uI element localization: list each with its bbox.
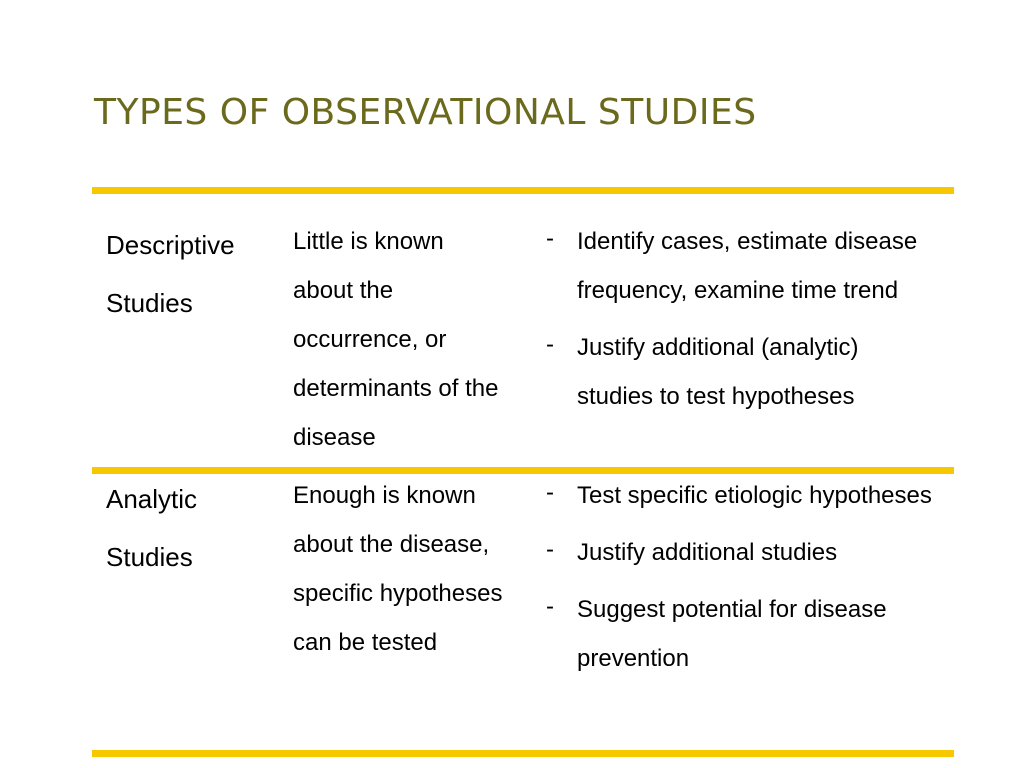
description-line: determinants of the [293,375,499,402]
row-label-descriptive [106,216,235,332]
description-line: Little is known [293,228,444,255]
row-bullets-analytic [546,471,932,683]
row-label-line: Studies [106,288,193,318]
description-line: disease [293,424,376,451]
row-description-analytic [293,471,563,667]
bullet-item [546,323,917,421]
row-label-analytic [106,470,197,586]
row-description-descriptive [293,217,563,462]
row-label-line: Descriptive [106,230,235,260]
description-line: about the [293,277,394,304]
bullet-line: Test specific etiologic hypotheses [577,482,932,509]
bullet-line: studies to test hypotheses [577,383,855,410]
bullet-line: Identify cases, estimate disease [577,228,918,255]
bullet-item [546,528,932,577]
row-label-line: Analytic [106,484,198,514]
bullet-item [546,585,932,683]
dash-marker: - [546,479,554,506]
slide-title: TYPES OF OBSERVATIONAL STUDIES [94,92,757,133]
bullet-item [546,471,932,520]
bullet-line: prevention [577,645,690,672]
bottom-divider [92,750,954,757]
description-line: specific hypotheses [293,580,503,607]
row-label-line: Studies [106,542,193,572]
description-line: can be tested [293,629,438,656]
bullet-line: Suggest potential for disease [577,596,887,623]
description-line: occurrence, or [293,326,447,353]
bullet-line: frequency, examine time trend [577,277,899,304]
dash-marker: - [546,225,554,252]
description-line: Enough is known [293,482,476,509]
top-divider [92,187,954,194]
dash-marker: - [546,593,554,620]
bullet-item [546,217,917,315]
bullet-line: Justify additional (analytic) [577,334,859,361]
row-bullets-descriptive [546,217,917,421]
bullet-line: Justify additional studies [577,539,838,566]
dash-marker: - [546,536,554,563]
description-line: about the disease, [293,531,490,558]
dash-marker: - [546,331,554,358]
